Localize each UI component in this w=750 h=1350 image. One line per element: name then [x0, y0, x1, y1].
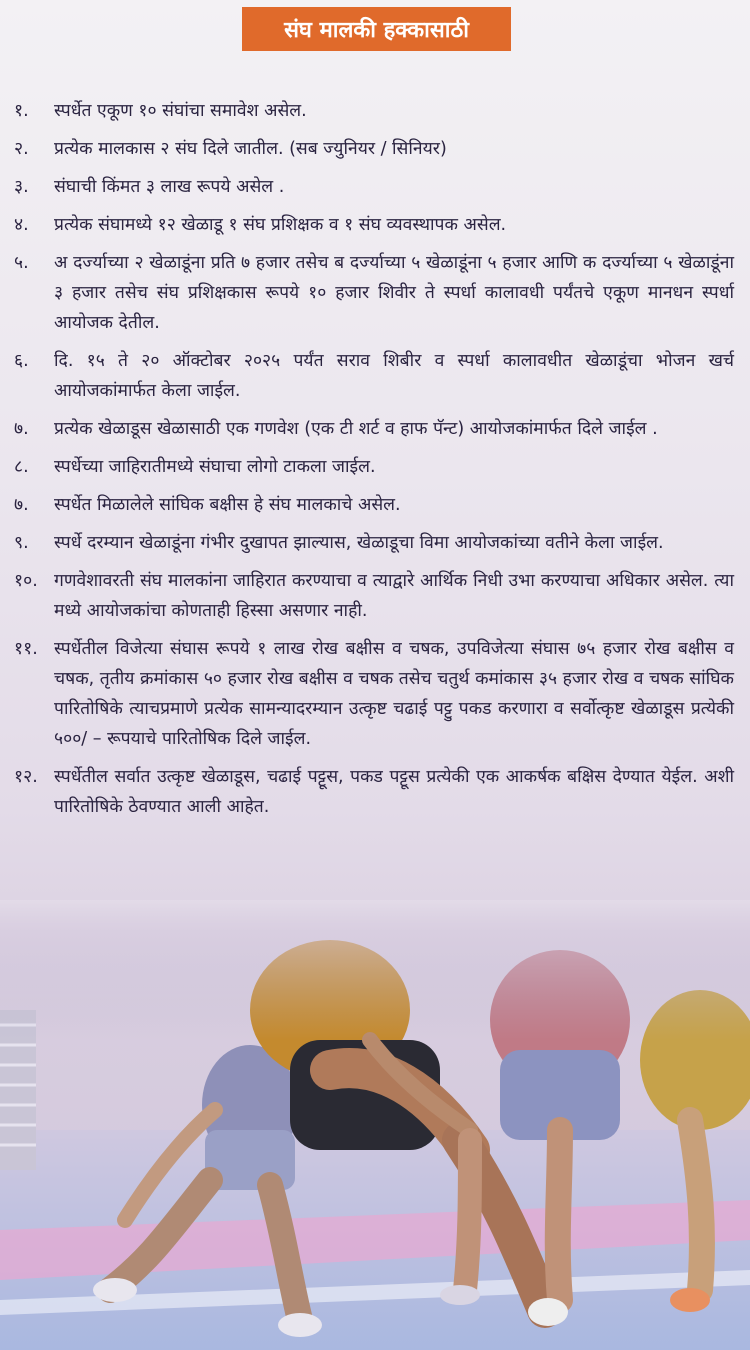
kabaddi-players-photo [0, 900, 750, 1350]
rule-number: ९. [14, 533, 29, 553]
rule-item [14, 566, 734, 626]
rule-item [14, 528, 734, 558]
rule-text: अ दर्ज्याच्या २ खेळाडूंना प्रति ७ हजार तसेच ब दर्ज्याच्या ५ खेळाडूंना ५ हजार आणि क दर्ज्याच्या ५ खेळाडूंना ३ हजार तसेच संघ प्रशिक्षकास रूपये १० हजार शिवीर ते स्पर्धा कालावधी पर्यंतचे एकूण मानधन स्पर्धा आयोजक देतील. [54, 253, 734, 333]
rule-number: ११. [14, 639, 38, 659]
rule-text: स्पर्धे दरम्यान खेळाडूंना गंभीर दुखापत झाल्यास, खेळाडूचा विमा आयोजकांच्या वतीने केला जाईल. [54, 533, 664, 553]
rule-text: प्रत्येक खेळाडूस खेळासाठी एक गणवेश (एक टी शर्ट व हाफ पॅन्ट) आयोजकांमार्फत दिले जाईल . [54, 419, 658, 439]
rule-item [14, 346, 734, 406]
rule-number: ८. [14, 457, 29, 477]
rule-text: स्पर्धेच्या जाहिरातीमध्ये संघाचा लोगो टाकला जाईल. [54, 457, 376, 477]
rule-number: १२. [14, 767, 38, 787]
rule-text: प्रत्येक मालकास २ संघ दिले जातील. (सब ज्युनियर / सिनियर) [54, 139, 447, 159]
rule-number: १. [14, 101, 29, 121]
rule-number: ३. [14, 177, 29, 197]
rule-text: स्पर्धेतील विजेत्या संघास रूपये १ लाख रोख बक्षीस व चषक, उपविजेत्या संघास ७५ हजार रोख बक्षीस व चषक, तृतीय क्रमांकास ५० हजार रोख बक्षीस व चषक तसेच चतुर्थ कमांकास ३५ हजार रोख व चषक सांघिक पारितोषिके त्याचप्रमाणे प्रत्येक सामन्यादरम्यान उत्कृष्ट चढाई पट्टु पकड करणारा व सर्वोत्कृष्ट खेळाडूस प्रत्येकी ५००/ – रूपयाचे पारितोषिक दिले जाईल. [54, 639, 734, 749]
rule-number: ६. [14, 351, 29, 371]
rule-text: संघाची किंमत ३ लाख रूपये असेल . [54, 177, 285, 197]
rule-text: स्पर्धेत एकूण १० संघांचा समावेश असेल. [54, 101, 307, 121]
rule-item [14, 452, 734, 482]
rule-item [14, 490, 734, 520]
rule-text: गणवेशावरती संघ मालकांना जाहिरात करण्याचा व त्याद्वारे आर्थिक निधी उभा करण्याचा अधिकार असेल. त्या मध्ये आयोजकांचा कोणताही हिस्सा असणार नाही. [54, 571, 734, 621]
rule-number: ७. [14, 495, 29, 515]
rule-text: प्रत्येक संघामध्ये १२ खेळाडू १ संघ प्रशिक्षक व १ संघ व्यवस्थापक असेल. [54, 215, 507, 235]
rule-text: स्पर्धेत मिळालेले सांघिक बक्षीस हे संघ मालकाचे असेल. [54, 495, 401, 515]
rule-number: १०. [14, 571, 38, 591]
rule-item [14, 634, 734, 754]
rules-list [14, 96, 734, 830]
rule-text: स्पर्धेतील सर्वात उत्कृष्ट खेळाडूस, चढाई पट्टूस, पकड पट्टूस प्रत्येकी एक आकर्षक बक्षिस देण्यात येईल. अशी पारितोषिके ठेवण्यात आली आहेत. [54, 767, 734, 817]
rule-item [14, 172, 734, 202]
rule-item [14, 248, 734, 338]
rule-number: ७. [14, 419, 29, 439]
rule-text: दि. १५ ते २० ऑक्टोबर २०२५ पर्यंत सराव शिबीर व स्पर्धा कालावधीत खेळाडूंचा भोजन खर्च आयोजकांमार्फत केला जाईल. [54, 351, 734, 401]
rule-number: ५. [14, 253, 29, 273]
rule-item [14, 134, 734, 164]
rule-item [14, 414, 734, 444]
rule-number: ४. [14, 215, 29, 235]
page-title: संघ मालकी हक्कासाठी [242, 7, 511, 51]
rule-item [14, 96, 734, 126]
rule-item [14, 762, 734, 822]
rule-number: २. [14, 139, 29, 159]
rule-item [14, 210, 734, 240]
